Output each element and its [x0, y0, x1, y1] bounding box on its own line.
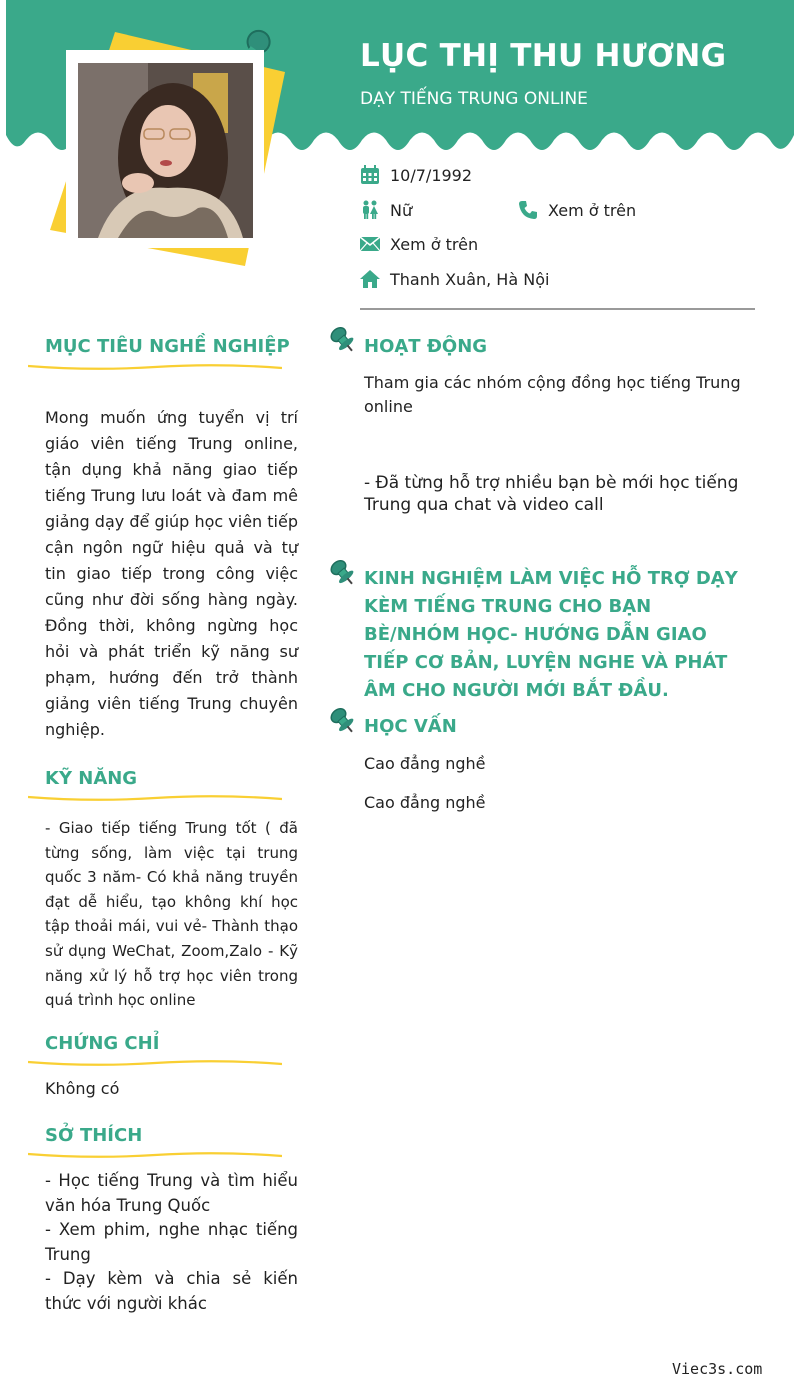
activities-text-2: - Đã từng hỗ trợ nhiều bạn bè mới học tiếng Trung qua chat và video call [364, 473, 739, 515]
candidate-name: LỤC THỊ THU HƯƠNG [360, 38, 727, 74]
certificates-underline [28, 1058, 282, 1068]
pushpin-icon [329, 559, 357, 587]
skills-text: - Giao tiếp tiếng Trung tốt ( đã từng sống, làm việc tại trung quốc 3 năm- Có khả năng truyền đạt dễ hiểu, tạo không khí học tập thoải mái, vui vẻ- Thành thạo sử dụng WeChat, Zoom,Zalo - Kỹ năng xử lý hỗ trợ học viên trong quá trình học online [45, 819, 298, 1010]
address-value: Thanh Xuân, Hà Nội [390, 269, 550, 289]
home-icon [360, 269, 380, 289]
skills-heading: KỸ NĂNG [45, 768, 138, 789]
profile-photo [78, 63, 253, 238]
objective-heading: MỤC TIÊU NGHỀ NGHIỆP [45, 336, 290, 357]
calendar-icon [360, 165, 380, 185]
pushpin-icon [329, 326, 357, 354]
phone-value: Xem ở trên [548, 200, 637, 220]
hobby-item: - Học tiếng Trung và tìm hiểu văn hóa Trung Quốc [45, 1171, 298, 1215]
education-line-1: Cao đẳng nghề [364, 754, 486, 773]
education-heading: HỌC VẤN [364, 716, 457, 737]
certificates-text: Không có [45, 1079, 120, 1098]
birthday-value: 10/7/1992 [390, 165, 473, 185]
gender-row [360, 200, 412, 220]
certificates-heading: CHỨNG CHỈ [45, 1033, 160, 1054]
objective-underline [28, 362, 282, 372]
birthday-row [360, 165, 472, 185]
education-line-2: Cao đẳng nghề [364, 793, 486, 812]
hobbies-list [45, 1169, 298, 1316]
activities-heading: HOẠT ĐỘNG [364, 336, 488, 357]
hobby-item: - Dạy kèm và chia sẻ kiến thức với người khác [45, 1269, 298, 1313]
hobbies-underline [28, 1150, 282, 1160]
gender-value: Nữ [390, 200, 413, 220]
hobbies-heading: SỞ THÍCH [45, 1125, 143, 1146]
address-row [360, 269, 549, 289]
phone-row [518, 200, 636, 220]
job-title: DẠY TIẾNG TRUNG ONLINE [360, 89, 588, 109]
skills-underline [28, 793, 282, 803]
envelope-icon [360, 234, 380, 254]
pushpin-icon [329, 707, 357, 735]
activities-text-1: Tham gia các nhóm cộng đồng học tiếng Trung online [364, 373, 741, 416]
phone-icon [518, 200, 538, 220]
experience-heading: KINH NGHIỆM LÀM VIỆC HỖ TRỢ DẠY KÈM TIẾNG TRUNG CHO BẠN BÈ/NHÓM HỌC- HƯỚNG DẪN GIAO TIẾP CƠ BẢN, LUYỆN NGHE VÀ PHÁT ÂM CHO NGƯỜI MỚI BẮT ĐẦU. [364, 568, 738, 701]
contact-divider [360, 308, 755, 310]
email-row [360, 234, 478, 254]
objective-text: Mong muốn ứng tuyển vị trí giáo viên tiếng Trung online, tận dụng khả năng giao tiếp tiếng Trung lưu loát và đam mê giảng dạy để giúp học viên tiếp cận ngôn ngữ hiệu quả và tự tin giao tiếp trong công việc cũng như đời sống hàng ngày. Đồng thời, không ngừng học hỏi và phát triển kỹ năng sư phạm, hướng đến trở thành giảng viên tiếng Trung chuyên nghiệp. [45, 408, 298, 739]
hobby-item: - Xem phim, nghe nhạc tiếng Trung [45, 1220, 298, 1264]
footer-watermark: Viec3s.com [672, 1360, 763, 1378]
gender-icon [360, 200, 380, 220]
email-value: Xem ở trên [390, 234, 479, 254]
